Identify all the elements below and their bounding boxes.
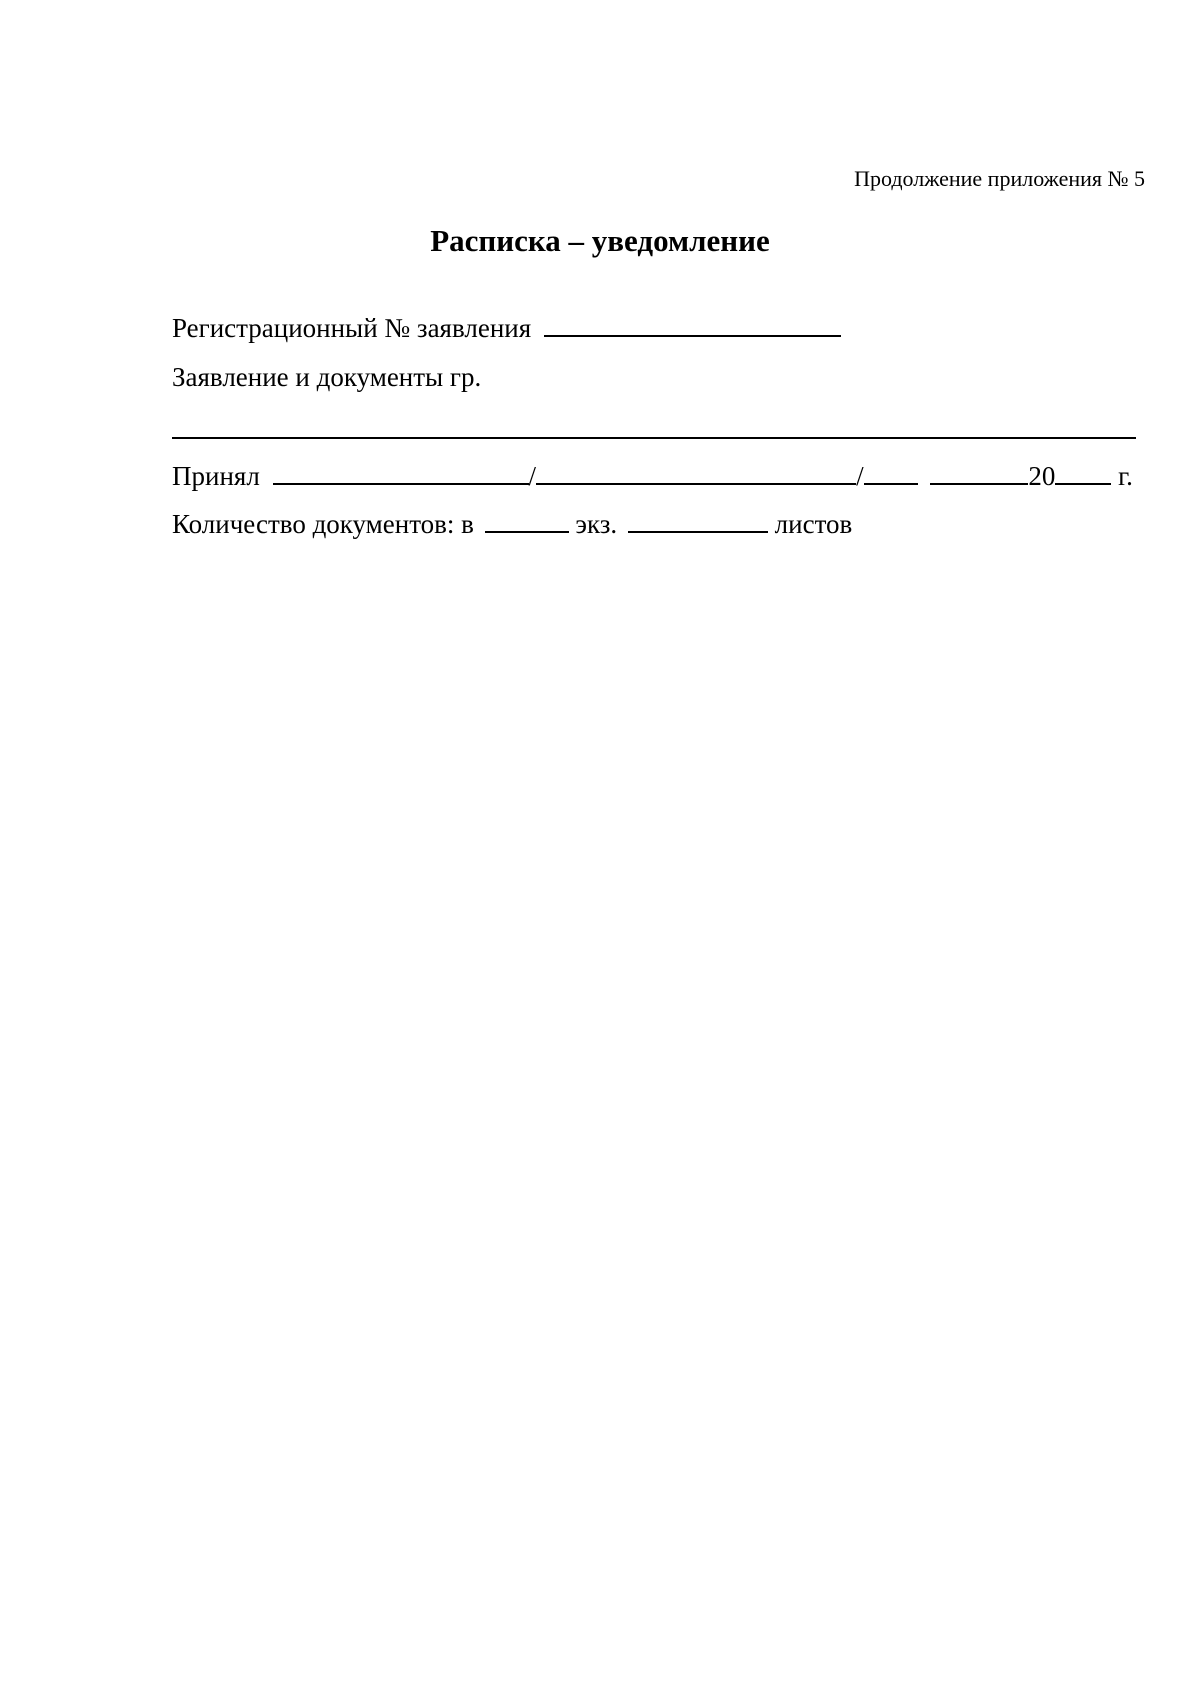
applicant-line — [172, 361, 481, 393]
document-count-line — [172, 507, 852, 540]
day-blank[interactable] — [864, 459, 918, 485]
slash-separator: / — [856, 461, 864, 491]
year-suffix: г. — [1118, 461, 1133, 491]
count-label: Количество документов: в — [172, 509, 474, 539]
appendix-note: Продолжение приложения № 5 — [854, 166, 1145, 191]
slash-separator: / — [528, 461, 537, 491]
document-title: Расписка – уведомление — [430, 223, 770, 258]
copies-label: экз. — [575, 509, 618, 539]
applicant-name-blank[interactable] — [172, 437, 1136, 439]
year-prefix: 20 — [1028, 461, 1056, 491]
year-blank[interactable] — [1055, 459, 1111, 485]
applicant-label: Заявление и документы гр. — [172, 362, 482, 392]
month-blank[interactable] — [930, 459, 1028, 485]
registration-label: Регистрационный № заявления — [172, 313, 532, 343]
registration-number-blank[interactable] — [544, 311, 841, 337]
accepted-line — [172, 459, 1133, 492]
accepted-label: Принял — [172, 461, 260, 491]
accepted-by-name-blank[interactable] — [536, 459, 856, 485]
copies-count-blank[interactable] — [485, 507, 569, 533]
registration-line — [172, 311, 841, 344]
sheets-label: листов — [774, 509, 853, 539]
accepted-by-position-blank[interactable] — [273, 459, 529, 485]
sheets-count-blank[interactable] — [628, 507, 768, 533]
